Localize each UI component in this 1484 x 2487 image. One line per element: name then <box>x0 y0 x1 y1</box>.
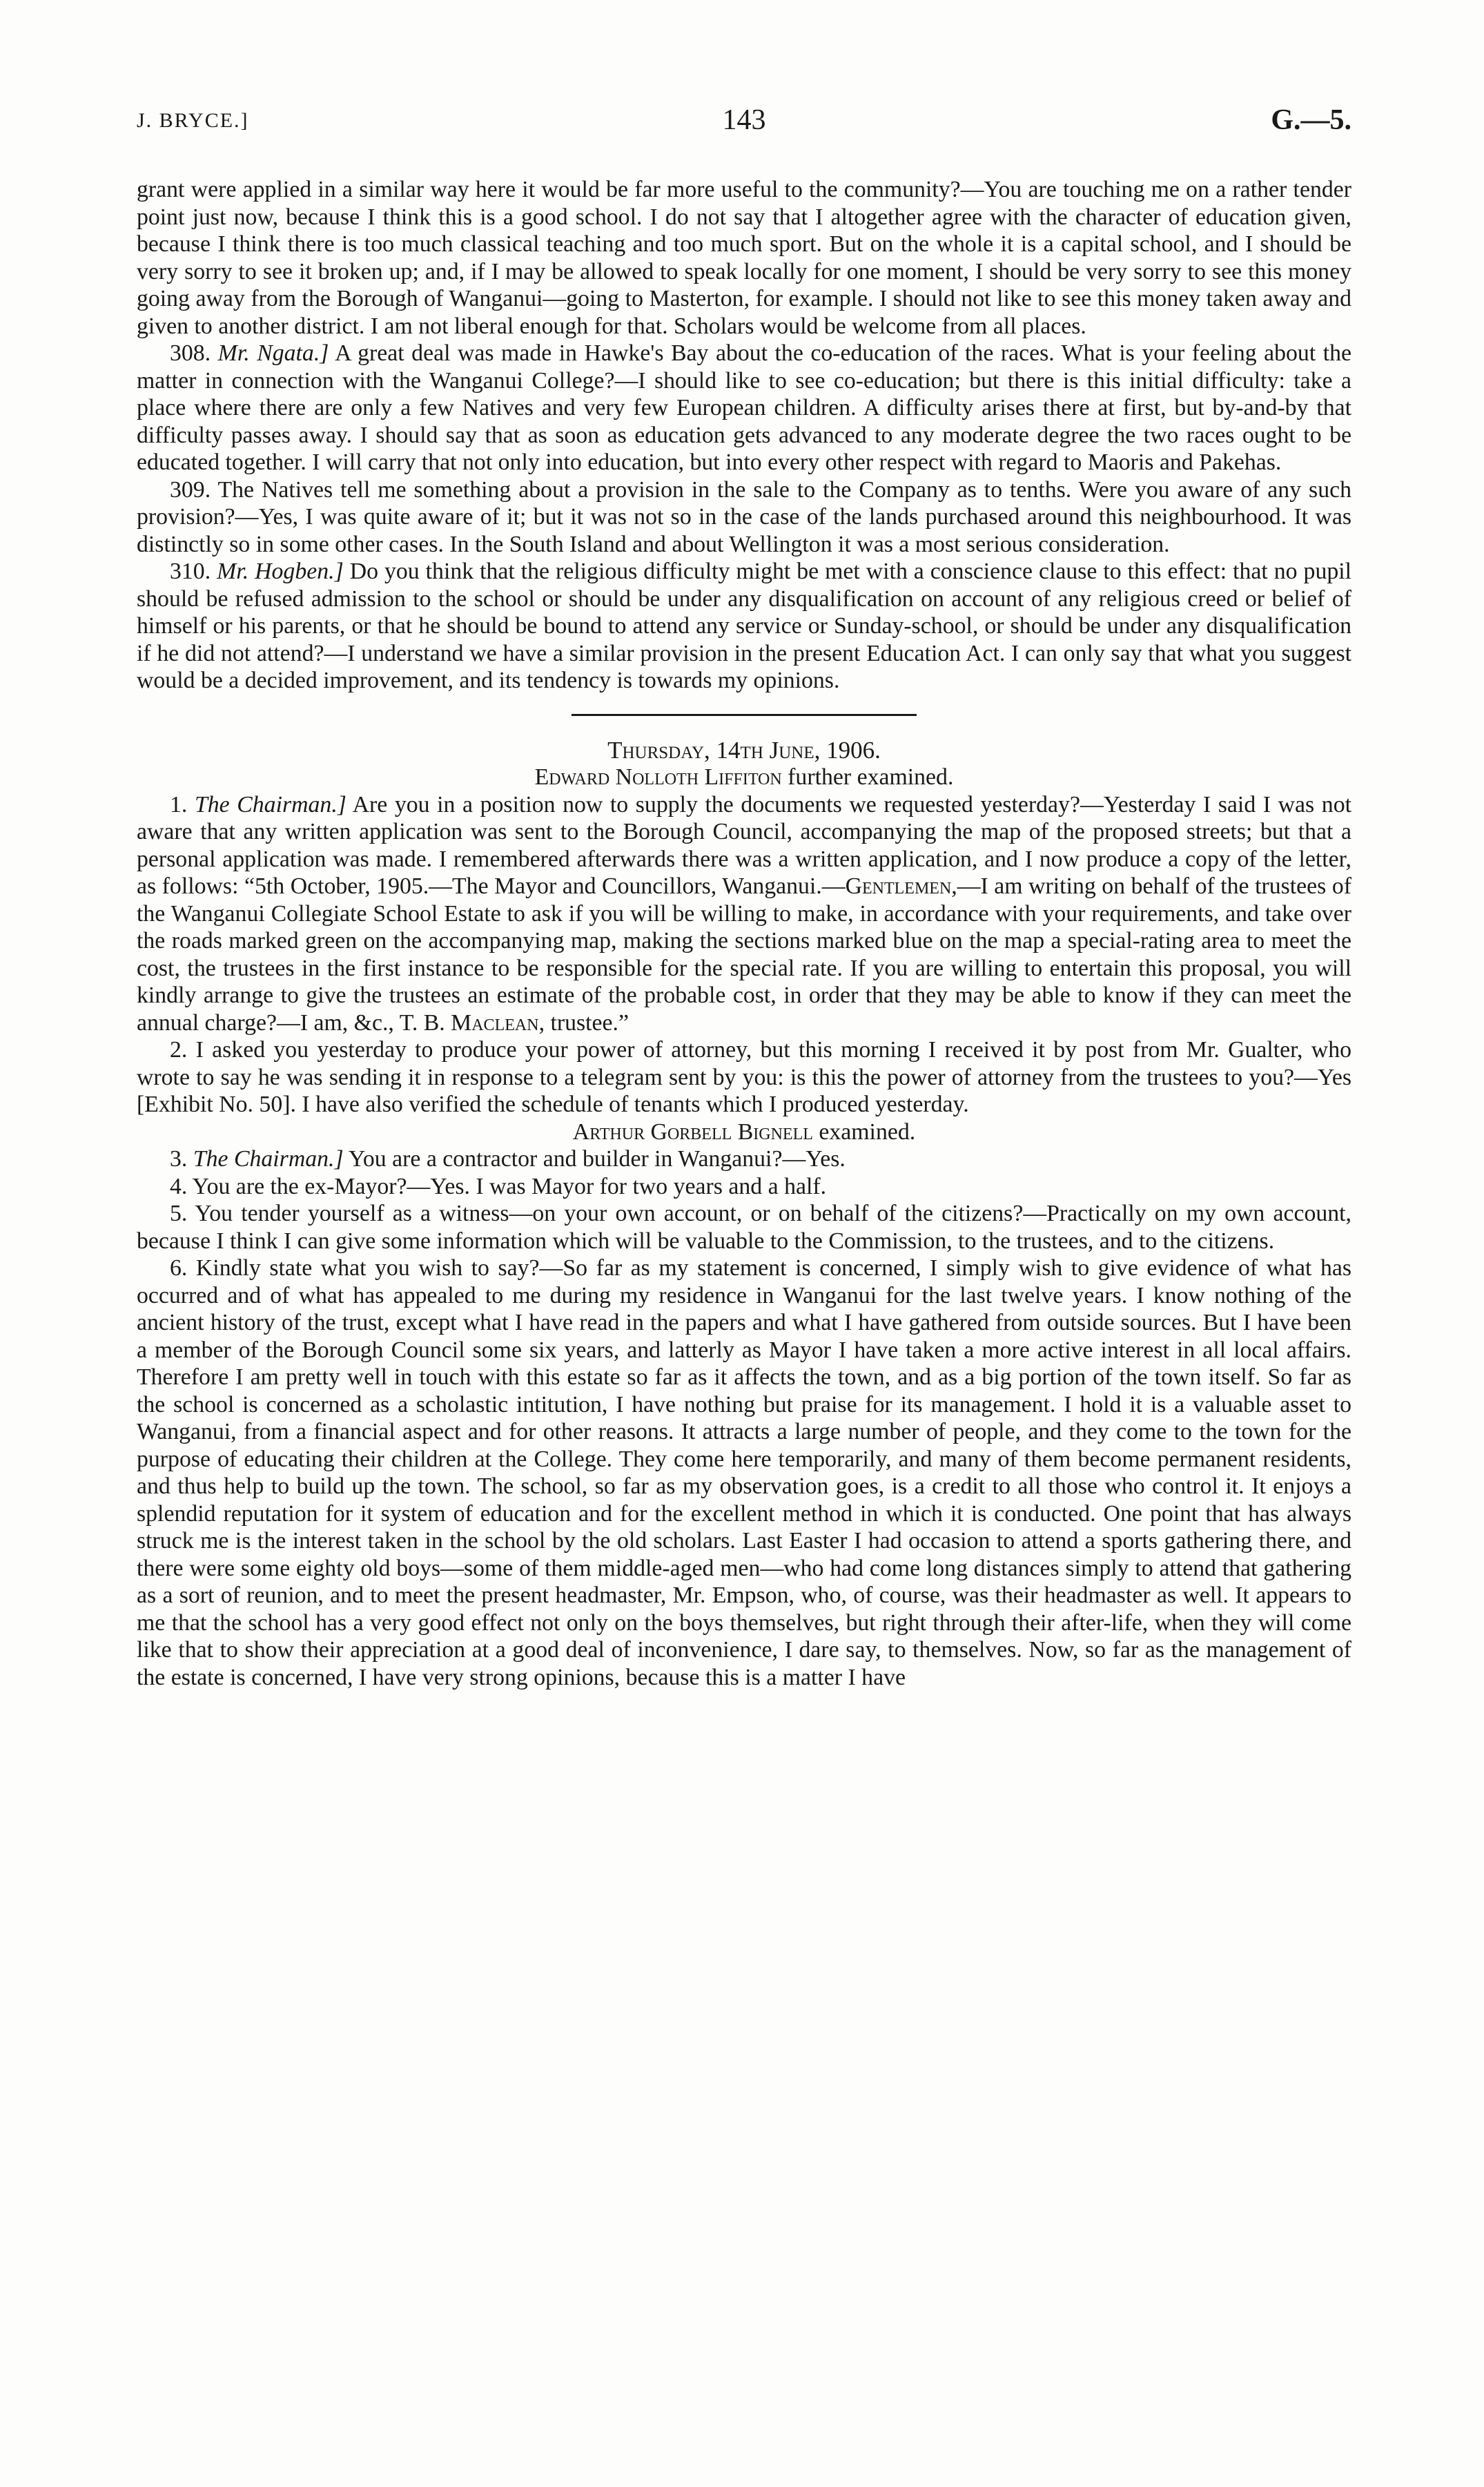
question-308 <box>137 340 1351 476</box>
document-code: G.—5. <box>1271 104 1351 136</box>
question-text: You are a contractor and builder in Wanganui?—Yes. <box>348 1146 846 1172</box>
date-heading: Thursday, 14th June, 1906. <box>607 736 881 764</box>
question-4: 4. You are the ex-Mayor?—Yes. I was Mayor for two years and a half. <box>170 1173 827 1199</box>
question-2: 2. I asked you yesterday to produce your power of attorney, but this morning I received it by post from Mr. Gualter, who wrote to say he was sending it in response to a telegram sent by you: is this the power of attorney from the trustees to you?—Yes [Exhibit No. 50]. I have also verified the schedule of tenants which I produced yesterday. <box>137 1037 1351 1117</box>
question-1 <box>137 791 1351 1037</box>
page-header <box>137 104 1351 145</box>
question-number: 310. <box>170 559 211 584</box>
header-witness-name: J. BRYCE.] <box>137 109 249 132</box>
question-number: 1. <box>170 791 188 817</box>
speaker: The Chairman.] <box>194 791 346 817</box>
question-310 <box>137 558 1351 695</box>
page-number: 143 <box>722 104 766 136</box>
question-text: ,—I am writing on behalf of the trustees of the Wanganui Collegiate School Estate to ask if you will be willing to make, in accordance with your requirements, and take over the roads marked green on the accompanying map, making the sections marked blue on the map a special-rating area to meet the cost, the trustees in the first instance to be responsible for the special rate. If you are willing to entertain this proposal, you will kindly arrange to give the trustees an estimate of the probable cost, in order that they may be able to know if they can meet the annual charge?—I am, &c., T. B. <box>137 873 1351 1036</box>
signatory-name: Maclean <box>451 1009 539 1036</box>
speaker: Mr. Ngata.] <box>217 340 329 366</box>
speaker: The Chairman.] <box>193 1146 344 1172</box>
salutation: Gentlemen <box>845 873 952 899</box>
witness-suffix: further examined. <box>781 764 954 790</box>
question-text: Are you in a position now to supply the documents we requested yesterday?—Yesterday I said I was not aware that any written application was sent to the Borough Council, accompanying the map of the proposed streets; but that a personal application was made. I remembered afterwards there was a written application, and I now produce a copy of the letter, as follows: “5th October, 1905.—The Mayor and Councillors, Wanganui.— <box>137 791 1351 899</box>
witness-name: Arthur Gorbell Bignell <box>572 1119 813 1145</box>
question-6: 6. Kindly state what you wish to say?—So far as my statement is concerned, I simply wish to give evidence of what has occurred and of what has appealed to me during my residence in Wanganui for the last twelve years. I know nothing of the ancient history of the trust, except what I have read in the papers and what I have gathered from outside sources. But I have been a member of the Borough Council some six years, and latterly as Mayor I have taken a more active interest in all local affairs. Therefore I am pretty well in touch with this estate so far as it affects the town, and as a big portion of the town itself. So far as the school is concerned as a scholastic intitution, I have nothing but praise for its management. I hold it is a valuable asset to Wanganui, from a financial aspect and for other reasons. It attracts a large number of people, and they come to the town for the purpose of educating their children at the College. They come here temporarily, and many of them become permanent residents, and thus help to build up the town. The school, so far as my observation goes, is a credit to all those who control it. It enjoys a splendid reputation for it system of education and for the excellent method in which it is conducted. One point that has always struck me is the interest taken in the school by the old scholars. Last Easter I had occasion to attend a sports gathering there, and there were some eighty old boys—some of them middle-aged men—who had come long distances simply to attend that gathering as a sort of reunion, and to meet the present headmaster, Mr. Empson, who, of course, was their headmaster as well. It appears to me that the school has a very good effect not only on the boys themselves, but right through their after-life, when they will come like that to show their appreciation at a good deal of inconvenience, I dare say, to themselves. Now, so far as the management of the estate is concerned, I have very strong opinions, because this is a matter I have <box>137 1255 1351 1690</box>
question-text: A great deal was made in Hawke's Bay about the co-education of the races. What is your feeling about the matter in connection with the Wanganui College?—I should like to see co-education; but there is this initial difficulty: take a place where there are only a few Natives and very few European children. A difficulty arises there at first, but by-and-by that difficulty passes away. I should say that as soon as education gets advanced to any moderate degree the two races ought to be educated together. I will carry that not only into education, but into every other respect with regard to Maoris and Pakehas. <box>137 340 1352 475</box>
question-number: 308. <box>170 340 211 366</box>
witness-name: Edward Nolloth Liffiton <box>534 764 782 790</box>
question-text: , trustee.” <box>538 1009 629 1036</box>
section-divider <box>572 714 917 716</box>
witness-heading-liffiton <box>137 764 1351 791</box>
paragraph-intro: grant were applied in a similar way here it would be far more useful to the community?—You are touching me on a rather tender point just now, because I think this is a good school. I do not say that I altogether agree with the character of education given, because I think there is too much classical teaching and too much sport. But on the whole it is a capital school, and I should be very sorry to see it broken up; and, if I may be allowed to speak locally for one moment, I should be very sorry to see this money going away from the Borough of Wanganui—going to Masterton, for example. I should not like to see this money taken away and given to another district. I am not liberal enough for that. Scholars would be welcome from all places. <box>137 177 1351 339</box>
witness-suffix: examined. <box>812 1119 916 1145</box>
page-body <box>137 176 1351 1691</box>
question-5: 5. You tender yourself as a witness—on your own account, or on behalf of the citizens?—Practically on my own account, because I think I can give some information which will be valuable to the Commission, to the trustees, and to the citizens. <box>137 1201 1351 1254</box>
question-number: 3. <box>170 1146 188 1172</box>
speaker: Mr. Hogben.] <box>217 559 344 584</box>
witness-heading-bignell <box>137 1119 1351 1146</box>
question-309: 309. The Natives tell me something about a provision in the sale to the Company as to tenths. Were you aware of any such provision?—Yes, I was quite aware of it; but it was not so in the case of the lands purchased around this neighbourhood. It was distinctly so in some other cases. In the South Island and about Wellington it was a most serious consideration. <box>137 476 1351 557</box>
question-text: Do you think that the religious difficulty might be met with a conscience clause to this effect: that no pupil should be refused admission to the school or should be under any disqualification on account of any religious creed or belief of himself or his parents, or that he should be bound to attend any service or Sunday-school, or should be under any disqualification if he did not attend?—I understand we have a similar provision in the present Education Act. I can only say that what you suggest would be a decided improvement, and its tendency is towards my opinions. <box>137 559 1352 693</box>
question-3 <box>137 1145 1351 1173</box>
